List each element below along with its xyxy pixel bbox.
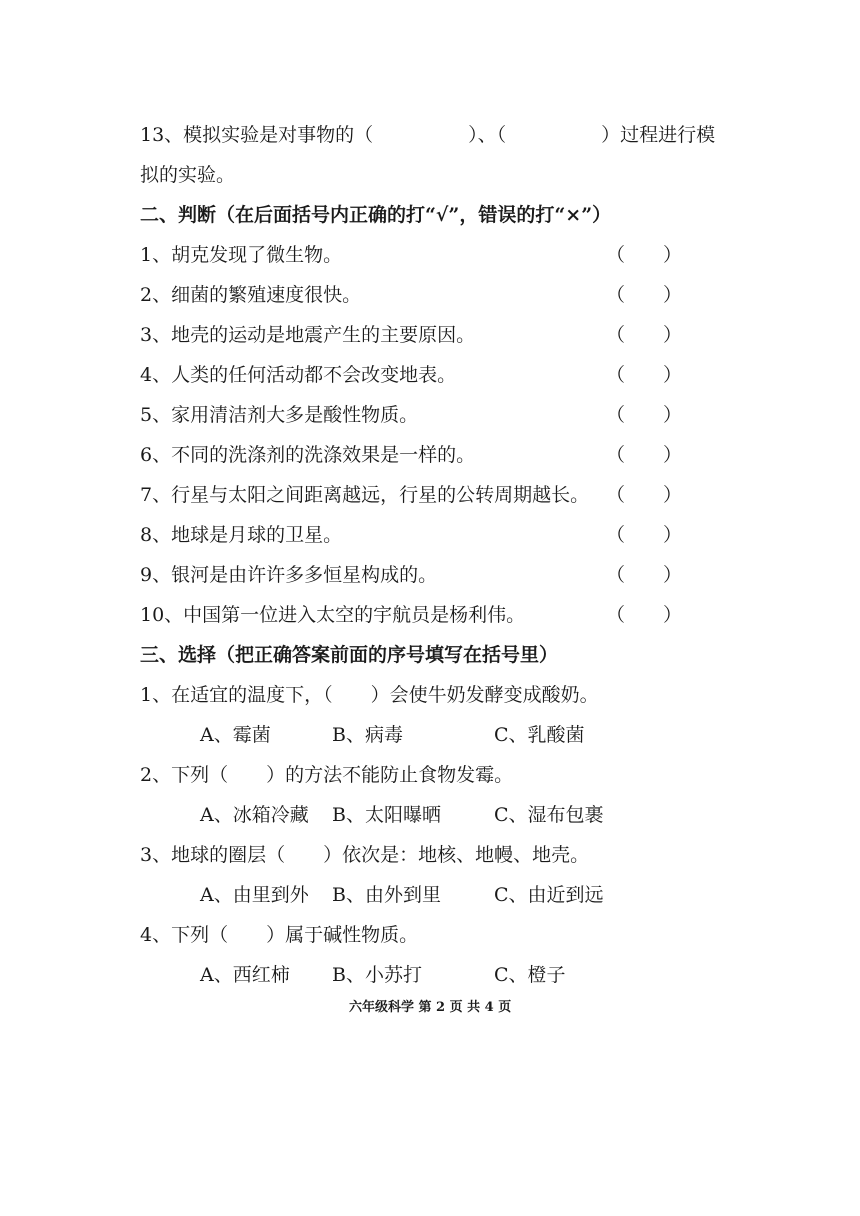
answer-paren[interactable]: （ ） xyxy=(606,324,683,346)
choice-option-b: B、病毒 xyxy=(332,724,403,746)
judge-item: 1、胡克发现了微生物。 xyxy=(140,244,343,266)
judge-item: 6、不同的洗涤剂的洗涤效果是一样的。 xyxy=(140,444,476,466)
choice-option-b: B、太阳曝晒 xyxy=(332,804,441,826)
answer-paren[interactable]: （ ） xyxy=(606,524,683,546)
judge-item: 8、地球是月球的卫星。 xyxy=(140,524,343,546)
choice-question: 2、下列（ ）的方法不能防止食物发霉。 xyxy=(140,764,514,786)
q13-line1: 13、模拟实验是对事物的（ ）、（ ）过程进行模 xyxy=(140,124,716,146)
judge-item: 2、细菌的繁殖速度很快。 xyxy=(140,284,362,306)
answer-paren[interactable]: （ ） xyxy=(606,444,683,466)
choice-heading: 三、选择（把正确答案前面的序号填写在括号里） xyxy=(140,644,559,666)
judge-item: 4、人类的任何活动都不会改变地表。 xyxy=(140,364,457,386)
answer-paren[interactable]: （ ） xyxy=(606,244,683,266)
choice-option-c: C、橙子 xyxy=(494,964,566,986)
choice-option-c: C、由近到远 xyxy=(494,884,604,906)
choice-option-c: C、乳酸菌 xyxy=(494,724,585,746)
choice-option-b: B、由外到里 xyxy=(332,884,441,906)
choice-question: 3、地球的圈层（ ）依次是：地核、地幔、地壳。 xyxy=(140,844,590,866)
judge-heading: 二、判断（在后面括号内正确的打“√”，错误的打“×”） xyxy=(140,204,612,226)
choice-option-b: B、小苏打 xyxy=(332,964,422,986)
choice-option-a: A、由里到外 xyxy=(200,884,309,906)
answer-paren[interactable]: （ ） xyxy=(606,364,683,386)
judge-item: 5、家用清洁剂大多是酸性物质。 xyxy=(140,404,419,426)
judge-item: 7、行星与太阳之间距离越远，行星的公转周期越长。 xyxy=(140,484,590,506)
judge-item: 3、地壳的运动是地震产生的主要原因。 xyxy=(140,324,476,346)
choice-option-c: C、湿布包裹 xyxy=(494,804,604,826)
choice-question: 1、在适宜的温度下，（ ）会使牛奶发酵变成酸奶。 xyxy=(140,684,599,706)
answer-paren[interactable]: （ ） xyxy=(606,484,683,506)
judge-item: 10、中国第一位进入太空的宇航员是杨利伟。 xyxy=(140,604,526,626)
answer-paren[interactable]: （ ） xyxy=(606,404,683,426)
choice-option-a: A、西红柿 xyxy=(200,964,290,986)
choice-option-a: A、霉菌 xyxy=(200,724,271,746)
page-footer: 六年级科学 第 2 页 共 4 页 xyxy=(349,1000,512,1015)
choice-option-a: A、冰箱冷藏 xyxy=(200,804,309,826)
choice-question: 4、下列（ ）属于碱性物质。 xyxy=(140,924,419,946)
answer-paren[interactable]: （ ） xyxy=(606,604,683,626)
judge-item: 9、银河是由许许多多恒星构成的。 xyxy=(140,564,438,586)
answer-paren[interactable]: （ ） xyxy=(606,564,683,586)
answer-paren[interactable]: （ ） xyxy=(606,284,683,306)
q13-line2: 拟的实验。 xyxy=(140,164,236,186)
